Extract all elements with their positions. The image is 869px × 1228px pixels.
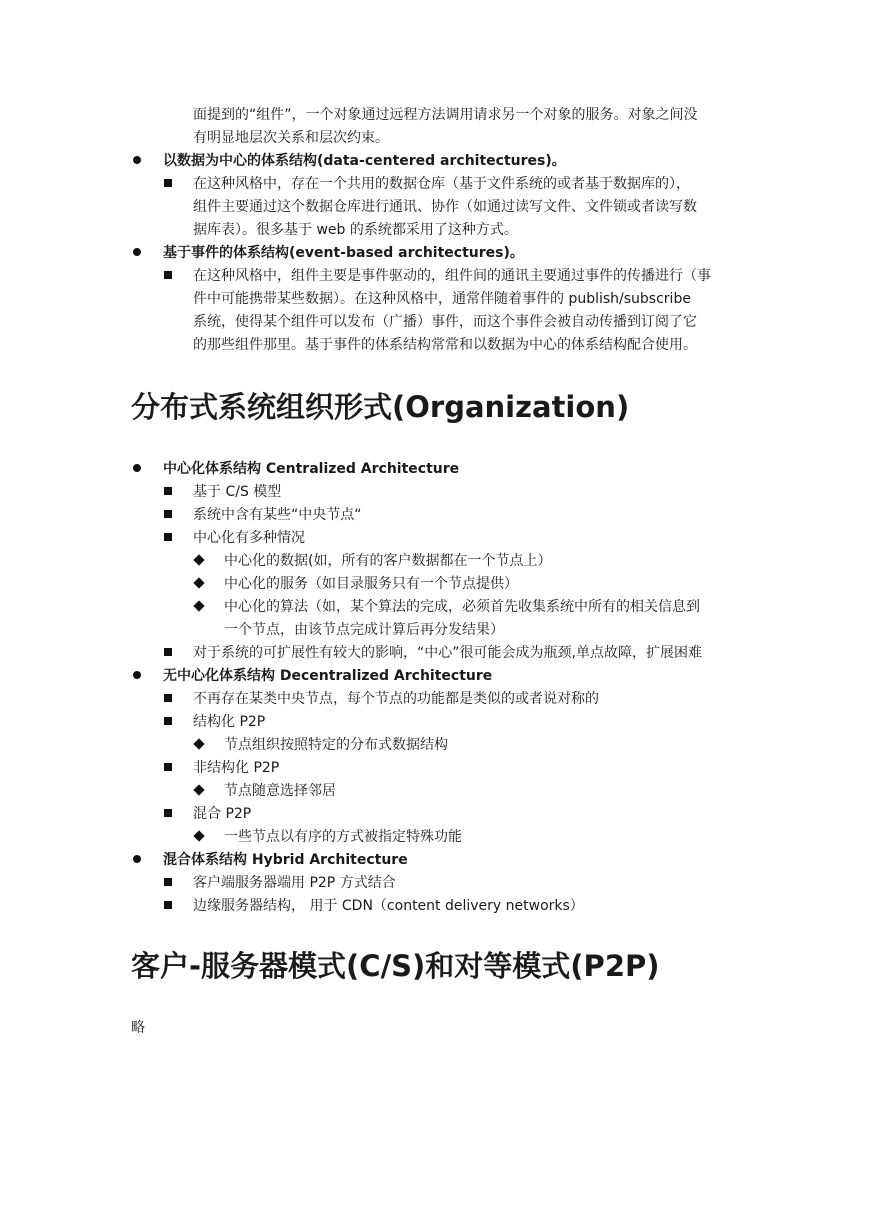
bullet-square — [164, 717, 172, 725]
list-item: 一个节点，由该节点完成计算后再分发结果） — [224, 622, 504, 638]
bullet-square — [164, 487, 172, 495]
section-heading: 客户-服务器模式(C/S)和对等模式(P2P) — [131, 949, 660, 983]
paragraph-line: 件中可能携带某些数据）。在这种风格中，通常伴随着事件的 publish/subscribe — [193, 291, 691, 307]
list-item: 系统中含有某些“中央节点“ — [193, 507, 362, 523]
paragraph-line: 系统，使得某个组件可以发布（广播）事件，而这个事件会被自动传播到订阅了它 — [193, 314, 697, 330]
list-item: 中心化的服务（如目录服务只有一个节点提供） — [224, 576, 518, 592]
list-item: 客户端服务器端用 P2P 方式结合 — [193, 875, 396, 891]
bullet-dot — [133, 855, 141, 863]
list-item: 节点组织按照特定的分布式数据结构 — [224, 737, 448, 753]
bullet-square — [164, 648, 172, 656]
bullet-diamond — [193, 554, 204, 565]
list-item: 边缘服务器结构， 用于 CDN（content delivery networks） — [193, 898, 584, 914]
list-item: 中心化有多种情况 — [193, 530, 305, 546]
bullet-square — [164, 271, 172, 279]
bullet-dot — [133, 248, 141, 256]
bullet-heading: 中心化体系结构 Centralized Architecture — [163, 461, 460, 477]
bullet-heading: 基于事件的体系结构(event-based architectures)。 — [163, 245, 524, 261]
bullet-square — [164, 510, 172, 518]
list-item: 中心化的数据(如，所有的客户数据都在一个节点上） — [224, 553, 552, 569]
list-item: 基于 C/S 模型 — [193, 484, 282, 500]
bullet-dot — [133, 464, 141, 472]
bullet-heading: 无中心化体系结构 Decentralized Architecture — [163, 668, 493, 684]
list-item: 节点随意选择邻居 — [224, 783, 336, 799]
bullet-square — [164, 694, 172, 702]
bullet-square — [164, 809, 172, 817]
bullet-diamond — [193, 784, 204, 795]
list-item: 一些节点以有序的方式被指定特殊功能 — [224, 829, 462, 845]
bullet-diamond — [193, 577, 204, 588]
paragraph-line: 组件主要通过这个数据仓库进行通讯、协作（如通过读写文件、文件锁或者读写数 — [193, 199, 697, 215]
bullet-square — [164, 763, 172, 771]
list-item: 非结构化 P2P — [193, 760, 280, 776]
bullet-square — [164, 901, 172, 909]
list-item: 结构化 P2P — [193, 714, 266, 730]
bullet-diamond — [193, 600, 204, 611]
bullet-square — [164, 179, 172, 187]
bullet-square — [164, 878, 172, 886]
bullet-diamond — [193, 738, 204, 749]
paragraph-line: 在这种风格中，组件主要是事件驱动的，组件间的通讯主要通过事件的传播进行（事 — [193, 268, 711, 284]
paragraph-line: 有明显地层次关系和层次约束。 — [193, 130, 389, 146]
section-heading: 分布式系统组织形式(Organization) — [131, 390, 630, 424]
paragraph-line: 在这种风格中，存在一个共用的数据仓库（基于文件系统的或者基于数据库的）， — [193, 176, 690, 192]
list-item: 对于系统的可扩展性有较大的影响，“中心”很可能会成为瓶颈,单点故障，扩展困难 — [193, 645, 702, 661]
list-item: 不再存在某类中央节点，每个节点的功能都是类似的或者说对称的 — [193, 691, 599, 707]
paragraph-line: 略 — [131, 1020, 145, 1036]
bullet-dot — [133, 671, 141, 679]
paragraph-line: 面提到的“组件”，一个对象通过远程方法调用请求另一个对象的服务。对象之间没 — [193, 107, 698, 123]
bullet-heading: 以数据为中心的体系结构(data-centered architectures)。 — [163, 153, 566, 169]
bullet-dot — [133, 156, 141, 164]
bullet-heading: 混合体系结构 Hybrid Architecture — [163, 852, 408, 868]
list-item: 混合 P2P — [193, 806, 252, 822]
paragraph-line: 据库表）。很多基于 web 的系统都采用了这种方式。 — [193, 222, 518, 238]
bullet-diamond — [193, 830, 204, 841]
paragraph-line: 的那些组件那里。基于事件的体系结构常常和以数据为中心的体系结构配合使用。 — [193, 337, 697, 353]
bullet-square — [164, 533, 172, 541]
list-item: 中心化的算法（如，某个算法的完成，必须首先收集系统中所有的相关信息到 — [224, 599, 700, 615]
